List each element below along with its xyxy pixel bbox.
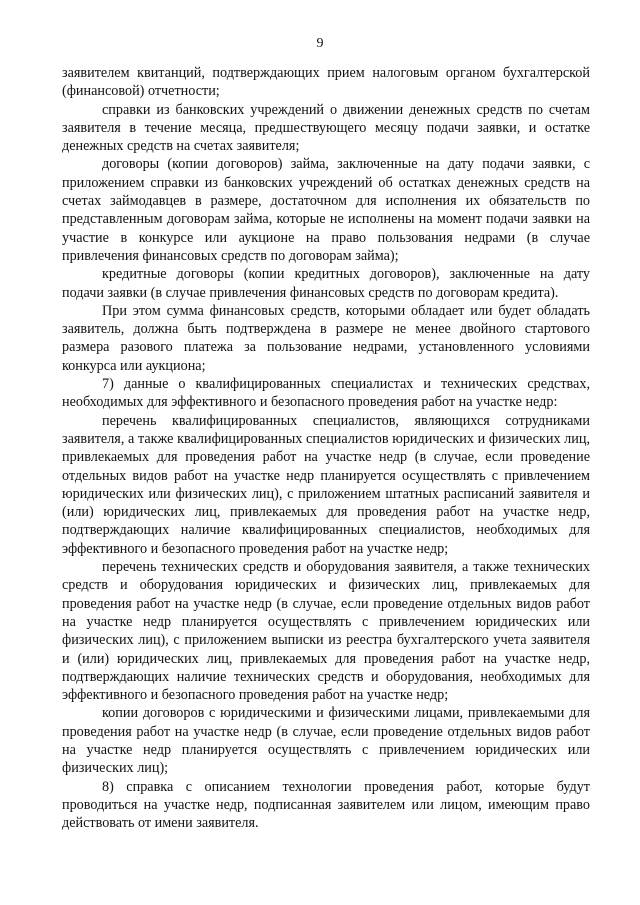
paragraph-2: справки из банковских учреждений о движении денежных средств по счетам заявителя в течение месяца, предшествующего месяцу подачи заявки, и остатке денежных средств на счетах заявителя; (62, 101, 590, 155)
paragraph-5: При этом сумма финансовых средств, которыми обладает или будет обладать заявитель, должна быть подтверждена в размере не менее двойного стартового размера разового платежа за пользование недрами, установленного условиями конкурса или аукциона; (62, 302, 590, 374)
document-body (62, 64, 590, 832)
paragraph-7: перечень квалифицированных специалистов, являющихся сотрудниками заявителя, а также квалифицированных специалистов юридических и физических лиц, привлекаемых для проведения работ на участке недр (в случае, если проведение отдельных видов работ на участке недр планируется осуществлять с привлечением юридических или физических лиц), с приложением штатных расписаний заявителя и (или) юридических лиц, привлекаемых для проведения работ на участке недр, подтверждающих наличие квалифицированных специалистов, необходимых для эффективного и безопасного проведения работ на участке недр; (62, 412, 590, 557)
paragraph-4: кредитные договоры (копии кредитных договоров), заключенные на дату подачи заявки (в случае привлечения финансовых средств по договорам кредита). (62, 266, 590, 301)
page-number: 9 (316, 36, 324, 51)
paragraph-8: перечень технических средств и оборудования заявителя, а также технических средств и оборудования юридических и физических лиц, привлекаемых для проведения работ на участке недр (в случае, если проведение отдельных видов работ на участке недр планируется осуществлять с привлечением юридических или физических лиц), с приложением выписки из реестра бухгалтерского учета заявителя и (или) юридических лиц, привлекаемых для проведения работ на участке недр, подтверждающих наличие технических средств и оборудования, необходимых для эффективного и безопасного проведения работ на участке недр; (62, 559, 590, 704)
paragraph-3: договоры (копии договоров) займа, заключенные на дату подачи заявки, с приложением справки из банковских учреждений об остатках денежных средств на счетах займодавцев в размере, достаточном для исполнения их обязательств по представленным договорам займа, которые не исполнены на момент подачи заявки на участие в конкурсе или аукционе на право пользования недрами (в случае привлечения финансовых средств по договорам займа); (62, 156, 590, 264)
paragraph-10: 8) справка с описанием технологии проведения работ, которые будут проводиться на участке недр, подписанная заявителем или лицом, имеющим право действовать от имени заявителя. (62, 778, 590, 832)
paragraph-9: копии договоров с юридическими и физическими лицами, привлекаемыми для проведения работ на участке недр (в случае, если проведение отдельных видов работ на участке недр планируется осуществлять с привлечением юридических или физических лиц); (62, 705, 590, 777)
paragraph-6: 7) данные о квалифицированных специалистах и технических средствах, необходимых для эффективного и безопасного проведения работ на участке недр: (62, 376, 590, 411)
paragraph-1: заявителем квитанций, подтверждающих прием налоговым органом бухгалтерской (финансовой) отчетности; (62, 65, 590, 100)
